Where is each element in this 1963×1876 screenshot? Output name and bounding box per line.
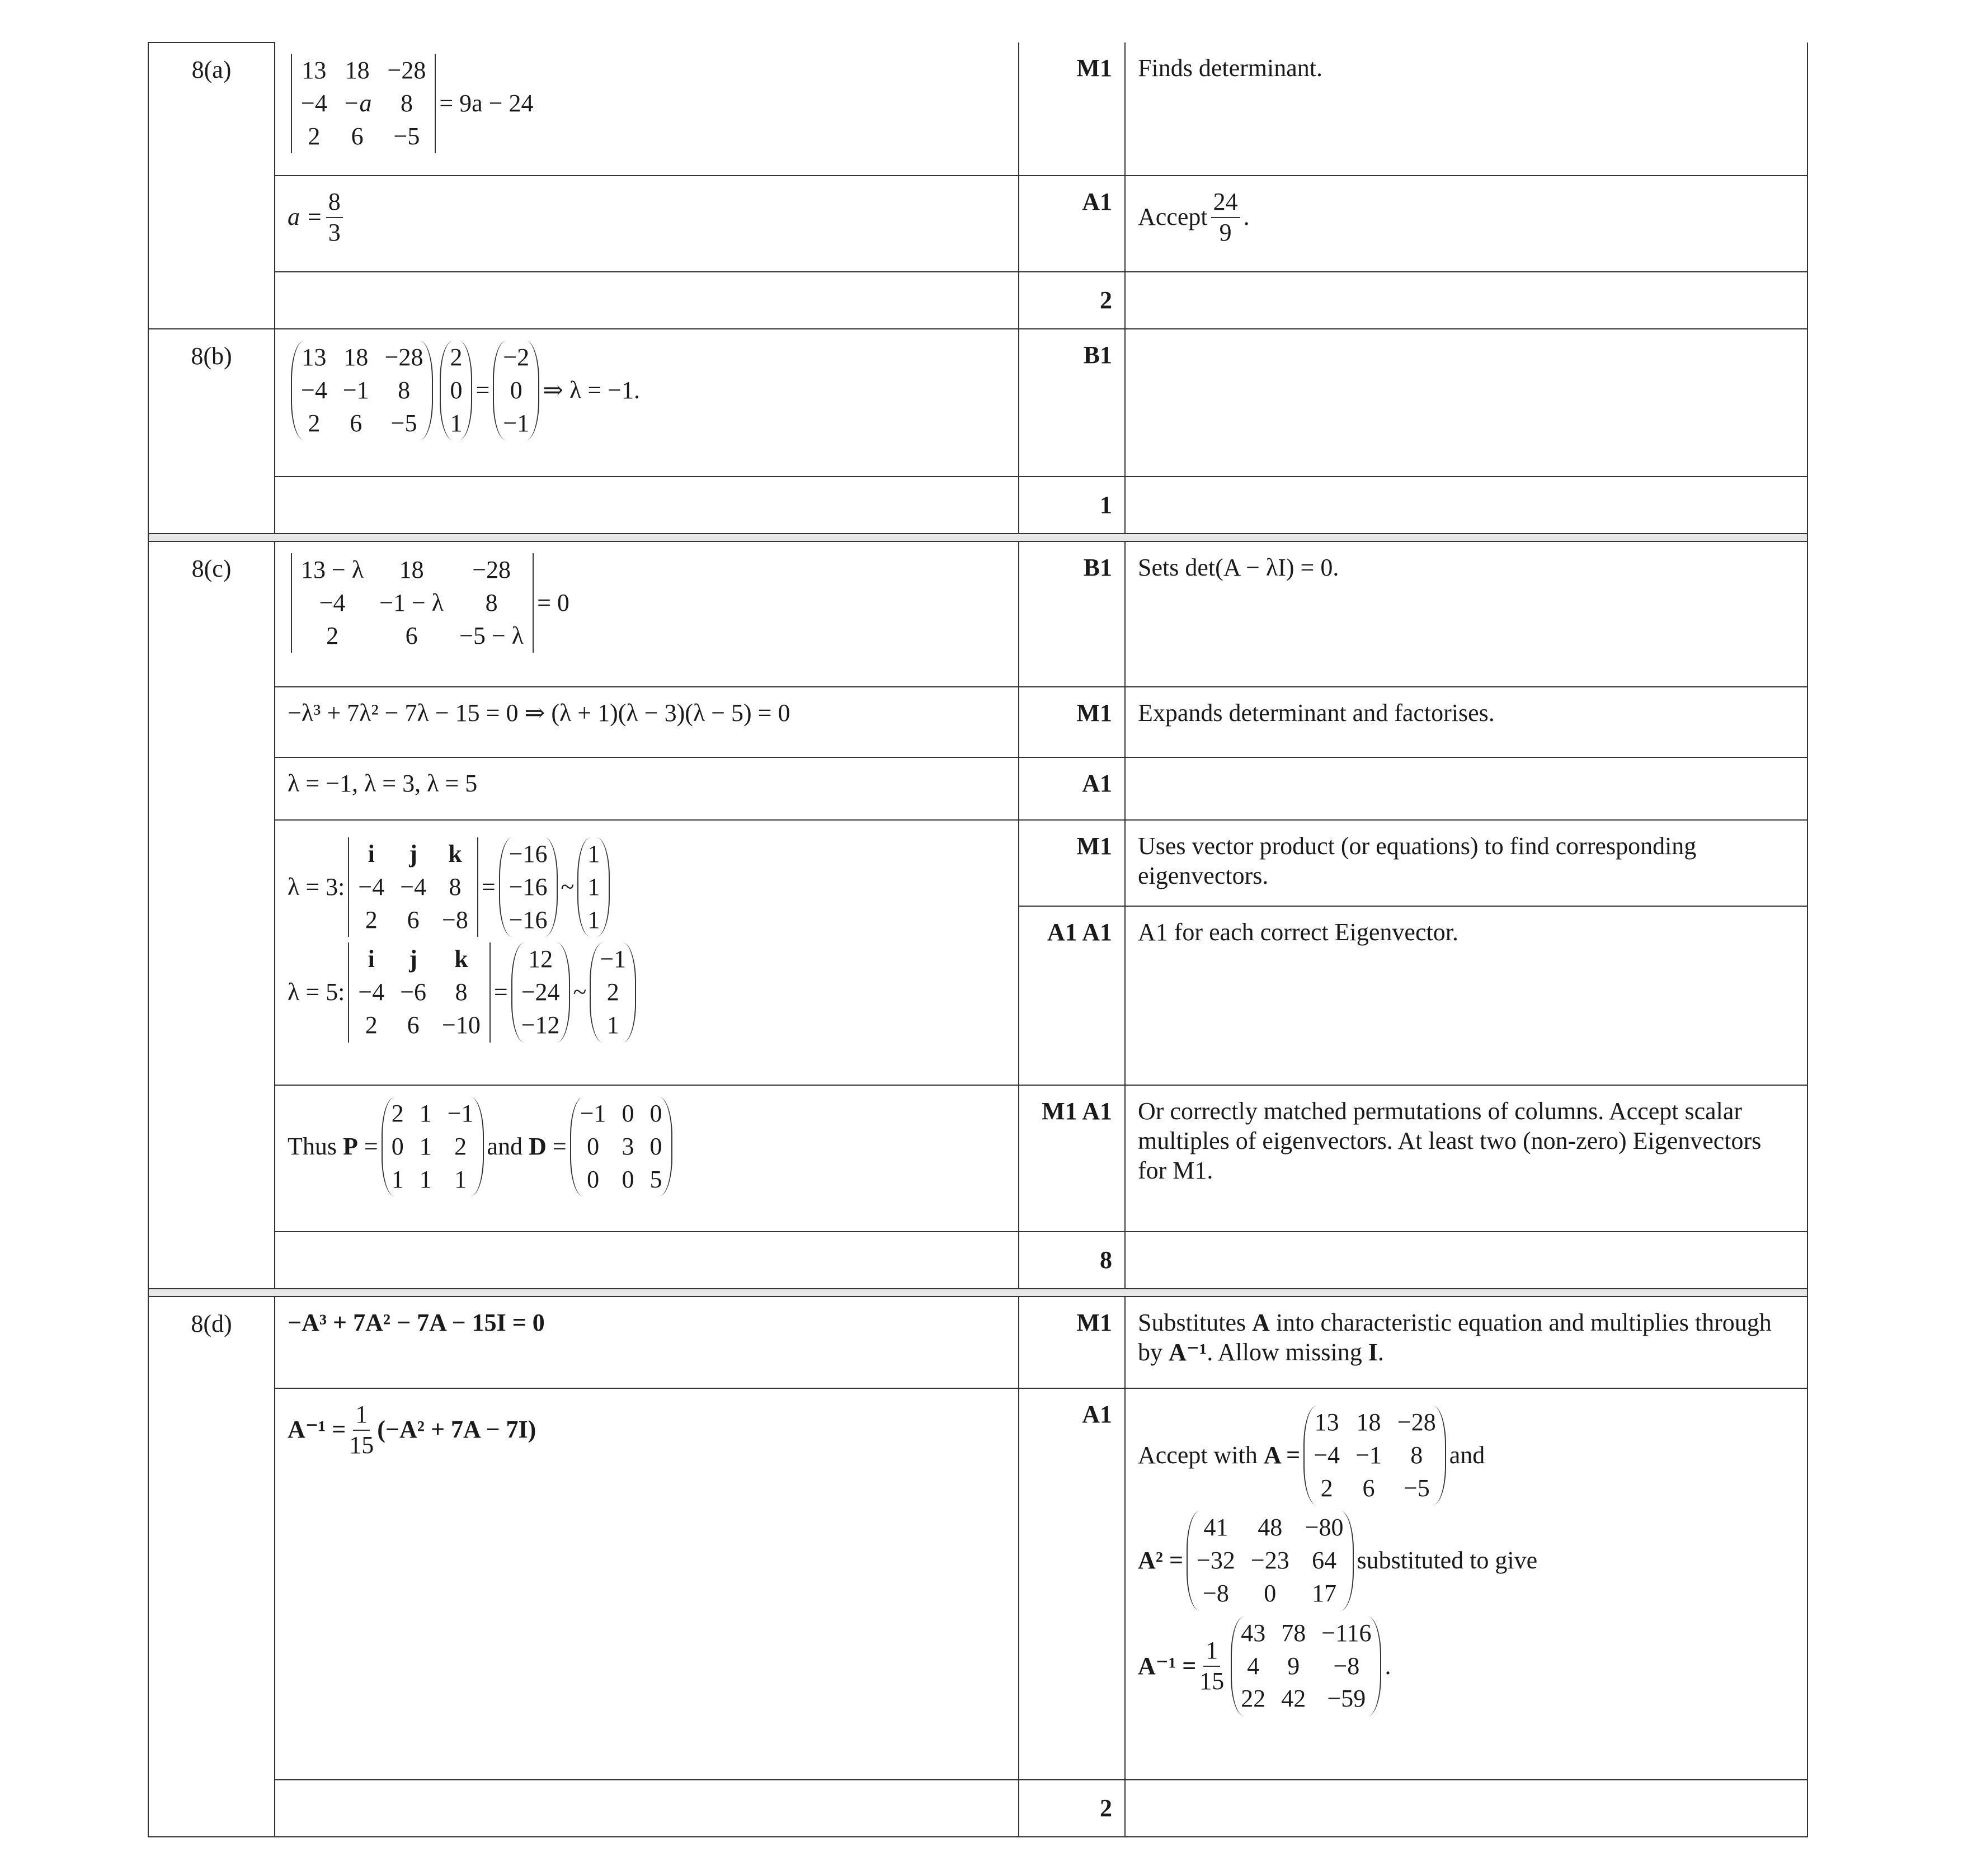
mark: A1 A1 — [1019, 906, 1125, 1085]
working-cell: 13 − λ 18 −28 −4 −1 − λ 8 2 6 −5 − λ = 0 — [275, 541, 1019, 687]
row-8c-pd — [148, 1085, 1807, 1232]
row-8c-poly — [148, 687, 1807, 757]
mark: A1 — [1019, 176, 1125, 272]
row-8d-char — [148, 1297, 1807, 1388]
question-label: 8(c) — [148, 541, 275, 1289]
mark: B1 — [1019, 541, 1125, 687]
row-8c-eigen-1 — [148, 820, 1807, 906]
working-cell: λ = −1, λ = 3, λ = 5 — [275, 757, 1019, 820]
vector: −2 0 −1 — [493, 341, 539, 440]
working-cell: −λ³ + 7λ² − 7λ − 15 = 0 ⇒ (λ + 1)(λ − 3)(λ − 5) = 0 — [275, 687, 1019, 757]
working-cell: λ = 3: i j k −4 −4 8 2 6 −8 = −16 −16 −16 ~ 1 1 1 λ = 5: i j k −4 −6 8 2 6 −10 = 12 −24 −12 ~ −1 2 1 — [275, 820, 1019, 1085]
working-cell: Thus P = 2 1 −1 0 1 2 1 1 1 and D = −1 0 0 0 3 0 0 0 5 — [275, 1085, 1019, 1232]
mark: M1 — [1019, 43, 1125, 176]
det-matrix: 13 18 −28 −4 −a 8 2 6 −5 — [291, 54, 436, 153]
mark: M1 A1 — [1019, 1085, 1125, 1232]
guidance: Accept with A = 13 18 −28 −4 −1 8 2 6 −5 and A² = 41 48 −80 −32 −23 64 −8 0 17 substituted to give A⁻¹ = $\frac{1}{15}$ 43 78 −116 4 9 −8 22 42 −59 . — [1125, 1388, 1807, 1780]
row-8d-inverse — [148, 1388, 1807, 1780]
mark: M1 — [1019, 820, 1125, 906]
guidance: Finds determinant. — [1125, 43, 1807, 176]
mark: M1 — [1019, 1297, 1125, 1388]
working-cell: −A³ + 7A² − 7A − 15I = 0 — [275, 1297, 1019, 1388]
guidance: Uses vector product (or equations) to find corresponding eigenvectors. — [1125, 820, 1807, 906]
working-cell: A⁻¹ = $\frac{1}{15}$ (−A² + 7A − 7I) — [275, 1388, 1019, 1780]
det-result: = 9a − 24 — [439, 89, 534, 117]
total-marks: 2 — [1019, 1780, 1125, 1837]
result: ⇒ λ = −1. — [543, 376, 640, 404]
guidance: Or correctly matched permutations of columns. Accept scalar multiples of eigenvectors. At least two (non-zero) Eigenvectors for M1. — [1125, 1085, 1807, 1232]
working-cell: a = $\frac{8}{3}$ — [275, 176, 1019, 272]
row-8b-work — [148, 329, 1807, 477]
mark: B1 — [1019, 329, 1125, 477]
fraction: $\frac{8}{3}$ — [326, 187, 343, 248]
total-marks: 8 — [1019, 1232, 1125, 1289]
row-8b-total — [148, 477, 1807, 534]
det-matrix: 13 − λ 18 −28 −4 −1 − λ 8 2 6 −5 − λ — [291, 553, 534, 653]
row-8c-det — [148, 541, 1807, 687]
guidance: Sets det(A − λI) = 0. — [1125, 541, 1807, 687]
row-8c-total — [148, 1232, 1807, 1289]
total-marks: 2 — [1019, 272, 1125, 329]
row-8d-total — [148, 1780, 1807, 1837]
question-label: 8(b) — [148, 329, 275, 534]
matrix: 13 18 −28 −4 −1 8 2 6 −5 — [291, 341, 433, 440]
row-8a-det — [148, 43, 1807, 176]
guidance: Expands determinant and factorises. — [1125, 687, 1807, 757]
working-cell — [275, 43, 1019, 176]
guidance: Accept $\frac{24}{9}$ . — [1125, 176, 1807, 272]
mark: A1 — [1019, 1388, 1125, 1780]
mark: M1 — [1019, 687, 1125, 757]
working-cell: 13 18 −28 −4 −1 8 2 6 −5 2 0 1 = −2 0 −1 ⇒ λ = −1. — [275, 329, 1019, 477]
question-label: 8(d) — [148, 1297, 275, 1837]
row-8c-roots — [148, 757, 1807, 820]
guidance: Substitutes A into characteristic equation and multiplies through by A⁻¹. Allow missing I. — [1125, 1297, 1807, 1388]
total-marks: 1 — [1019, 477, 1125, 534]
guidance: A1 for each correct Eigenvector. — [1125, 906, 1807, 1085]
vector: 2 0 1 — [440, 341, 472, 440]
row-8a-value — [148, 176, 1807, 272]
mark: A1 — [1019, 757, 1125, 820]
question-label: 8(a) — [148, 43, 275, 329]
mark-scheme-table — [148, 42, 1808, 1837]
row-8a-total — [148, 272, 1807, 329]
